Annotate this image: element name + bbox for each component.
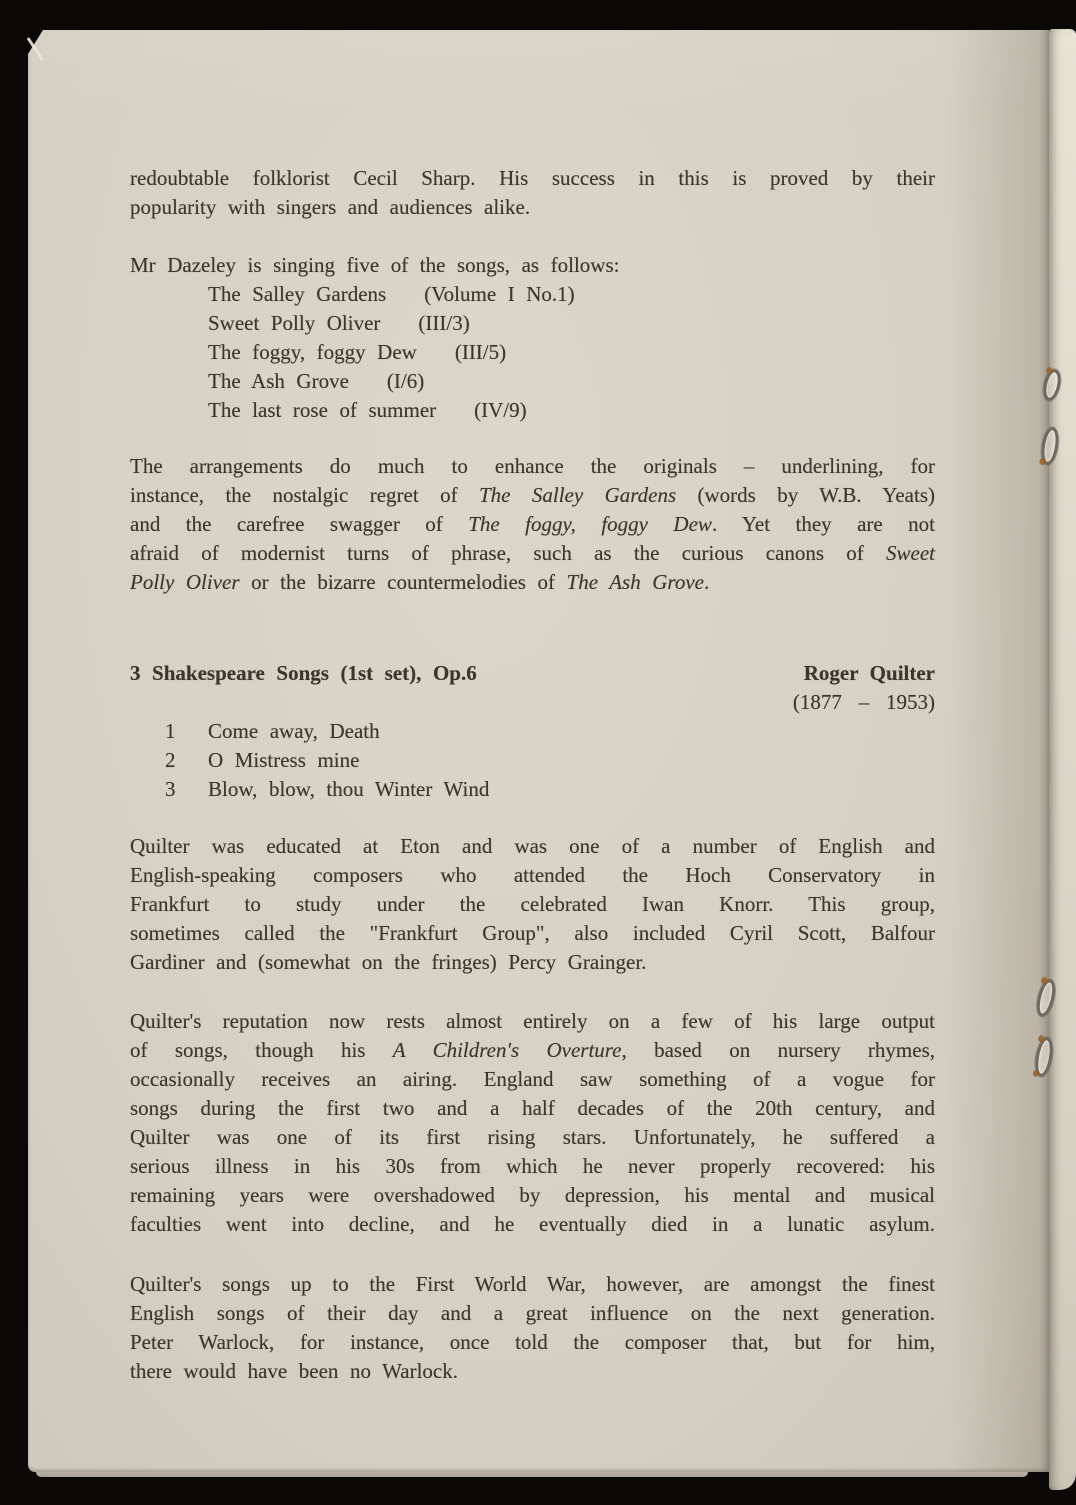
text-line: Polly Oliver or the bizarre countermelodies of The Ash Grove.	[130, 570, 710, 594]
text-line: redoubtable folklorist Cecil Sharp. His success in this is proved by their	[130, 166, 935, 190]
song-list	[130, 280, 935, 425]
song-ref: (III/5)	[454, 340, 507, 364]
song-row	[130, 367, 935, 396]
text-line: faculties went into decline, and he eventually died in a lunatic asylum.	[130, 1212, 935, 1236]
text-line: English-speaking composers who attended the Hoch Conservatory in	[130, 863, 935, 887]
rust-spot	[1040, 976, 1048, 984]
text-line: serious illness in his 30s from which he never properly recovered: his	[130, 1154, 935, 1178]
song-row	[130, 338, 935, 367]
paragraph	[130, 1007, 935, 1239]
composer-dates: (1877 – 1953)	[792, 690, 935, 714]
song-title: The foggy, foggy Dew	[208, 340, 417, 364]
text-line: English songs of their day and a great influence on the next generation.	[130, 1301, 935, 1325]
text-line: The arrangements do much to enhance the originals – underlining, for	[130, 454, 935, 478]
text-line: and the carefree swagger of The foggy, foggy Dew. Yet they are not	[130, 512, 935, 536]
song-ref: (I/6)	[386, 369, 425, 393]
text-line: there would have been no Warlock.	[130, 1359, 458, 1383]
rust-spot	[1045, 366, 1052, 374]
paragraph	[130, 452, 935, 597]
text-line: sometimes called the "Frankfurt Group", also included Cyril Scott, Balfour	[130, 921, 935, 945]
song-title: The Ash Grove	[208, 369, 349, 393]
song-row	[130, 280, 935, 309]
song-title: The last rose of summer	[208, 398, 437, 422]
text-line: of songs, though his A Children's Overture, based on nursery rhymes,	[130, 1038, 935, 1062]
section-title: 3 Shakespeare Songs (1st set), Op.6	[130, 661, 477, 685]
facing-page-edge	[1049, 29, 1076, 1490]
song-title: Sweet Polly Oliver	[208, 311, 381, 335]
movement-row	[130, 746, 935, 775]
song-row	[130, 396, 935, 425]
text-line: instance, the nostalgic regret of The Salley Gardens (words by W.B. Yeats)	[130, 483, 935, 507]
paragraph	[130, 832, 935, 977]
song-ref: (Volume I No.1)	[424, 282, 575, 306]
song-row	[130, 309, 935, 338]
song-ref: (III/3)	[418, 311, 470, 335]
movement-number: 2	[165, 748, 176, 772]
rust-spot	[1032, 1069, 1039, 1077]
text-line: Quilter's reputation now rests almost entirely on a few of his large output	[130, 1009, 935, 1033]
text-line: songs during the first two and a half decades of the 20th century, and	[130, 1096, 935, 1120]
paragraph	[130, 164, 935, 222]
text-line: Frankfurt to study under the celebrated Iwan Knorr. This group,	[130, 892, 935, 916]
movement-title: Come away, Death	[208, 719, 380, 743]
text-line: occasionally receives an airing. England saw something of a vogue for	[130, 1067, 935, 1091]
movement-title: O Mistress mine	[208, 748, 360, 772]
movement-title: Blow, blow, thou Winter Wind	[208, 777, 490, 801]
text-line: Quilter was educated at Eton and was one of a number of English and	[130, 834, 935, 858]
movement-number: 1	[165, 719, 176, 743]
rust-spot	[1038, 1035, 1045, 1043]
song-title: The Salley Gardens	[208, 282, 387, 306]
paragraph	[130, 1270, 935, 1386]
text-line: Gardiner and (somewhat on the fringes) Percy Grainger.	[130, 950, 647, 974]
song-ref: (IV/9)	[474, 398, 527, 422]
movement-list	[130, 717, 935, 804]
text-line: Peter Warlock, for instance, once told the composer that, but for him,	[130, 1330, 935, 1354]
text-line: remaining years were overshadowed by depression, his mental and musical	[130, 1183, 935, 1207]
text-line: Quilter was one of its first rising stars. Unfortunately, he suffered a	[130, 1125, 935, 1149]
section-heading	[130, 659, 935, 688]
composer-name: Roger Quilter	[803, 661, 935, 685]
movement-row	[130, 717, 935, 746]
programme-page	[28, 30, 1049, 1472]
page-text-block	[130, 164, 935, 1386]
text-line: Quilter's songs up to the First World War, however, are amongst the finest	[130, 1272, 935, 1296]
song-list-intro: Mr Dazeley is singing five of the songs, as follows:	[130, 253, 620, 277]
movement-number: 3	[165, 777, 176, 801]
rust-spot	[1039, 458, 1046, 466]
text-line: afraid of modernist turns of phrase, such as the curious canons of Sweet	[130, 541, 935, 565]
text-line: popularity with singers and audiences alike.	[130, 195, 531, 219]
movement-row	[130, 775, 935, 804]
